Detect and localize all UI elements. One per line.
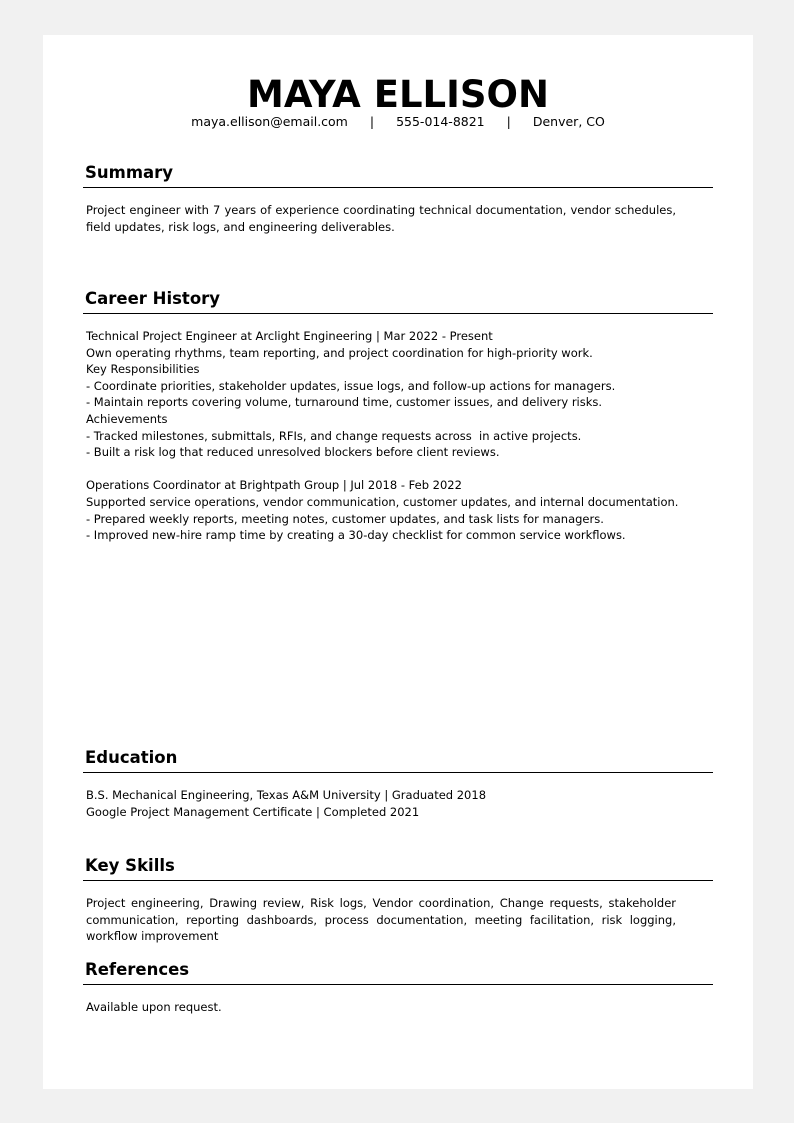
education-item: Google Project Management Certificate | Completed 2021	[86, 804, 420, 819]
education-divider	[83, 772, 713, 773]
resume-page	[43, 35, 753, 1089]
subheading-achievements: Achievements	[86, 411, 168, 426]
contact-separator: |	[506, 114, 511, 129]
skills-text: Project engineering, Drawing review, Risk logs, Vendor coordination, Change requests, stakeholder communication, reporting dashboards, process documentation, meeting facilitation, risk logging, workflow improvement	[86, 896, 676, 944]
summary-heading: Summary	[85, 163, 174, 182]
summary-divider	[83, 187, 713, 188]
subheading-responsibilities: Key Responsibilities	[86, 362, 200, 377]
job-description: Own operating rhythms, team reporting, and project coordination for high-priority work.	[86, 345, 593, 360]
blank-line	[86, 461, 676, 478]
bullet-item: - Improved new-hire ramp time by creating a 30-day checklist for common service workflows.	[86, 528, 626, 543]
summary-text: Project engineer with 7 years of experience coordinating technical documentation, vendor schedules, field updates, risk logs, and engineering deliverables.	[86, 203, 676, 234]
bullet-item: - Built a risk log that reduced unresolved blockers before client reviews.	[86, 445, 500, 460]
education-item: B.S. Mechanical Engineering, Texas A&M University | Graduated 2018	[86, 788, 487, 802]
bullet-item: - Maintain reports covering volume, turnaround time, customer issues, and delivery risks.	[86, 395, 603, 410]
candidate-name: MAYA ELLISON	[247, 73, 549, 116]
job-description: Supported service operations, vendor communication, customer updates, and internal documentation.	[86, 494, 679, 509]
contact-separator: |	[369, 114, 375, 129]
job-title-line: Technical Project Engineer at Arclight Engineering | Mar 2022 - Present	[86, 329, 493, 343]
bullet-item: - Tracked milestones, submittals, RFIs, and change requests across in active projects.	[86, 428, 582, 443]
career-divider	[83, 313, 713, 314]
contact-location: Denver, CO	[532, 114, 605, 129]
references-text: Available upon request.	[86, 1000, 222, 1014]
career-history	[86, 328, 679, 544]
education-list	[86, 787, 676, 820]
bullet-item: - Coordinate priorities, stakeholder updates, issue logs, and follow-up actions for managers.	[86, 378, 616, 393]
contact-email: maya.ellison@email.com	[191, 114, 348, 129]
education-heading: Education	[85, 748, 178, 767]
contact-line	[43, 113, 753, 131]
job-title-line: Operations Coordinator at Brightpath Group | Jul 2018 - Feb 2022	[86, 478, 462, 493]
references-heading: References	[85, 960, 190, 979]
skills-heading: Key Skills	[85, 856, 175, 875]
bullet-item: - Prepared weekly reports, meeting notes, customer updates, and task lists for managers.	[86, 511, 604, 526]
career-heading: Career History	[85, 289, 221, 308]
skills-divider	[83, 880, 713, 881]
contact-phone: 555-014-8821	[396, 114, 485, 129]
references-divider	[83, 984, 713, 985]
